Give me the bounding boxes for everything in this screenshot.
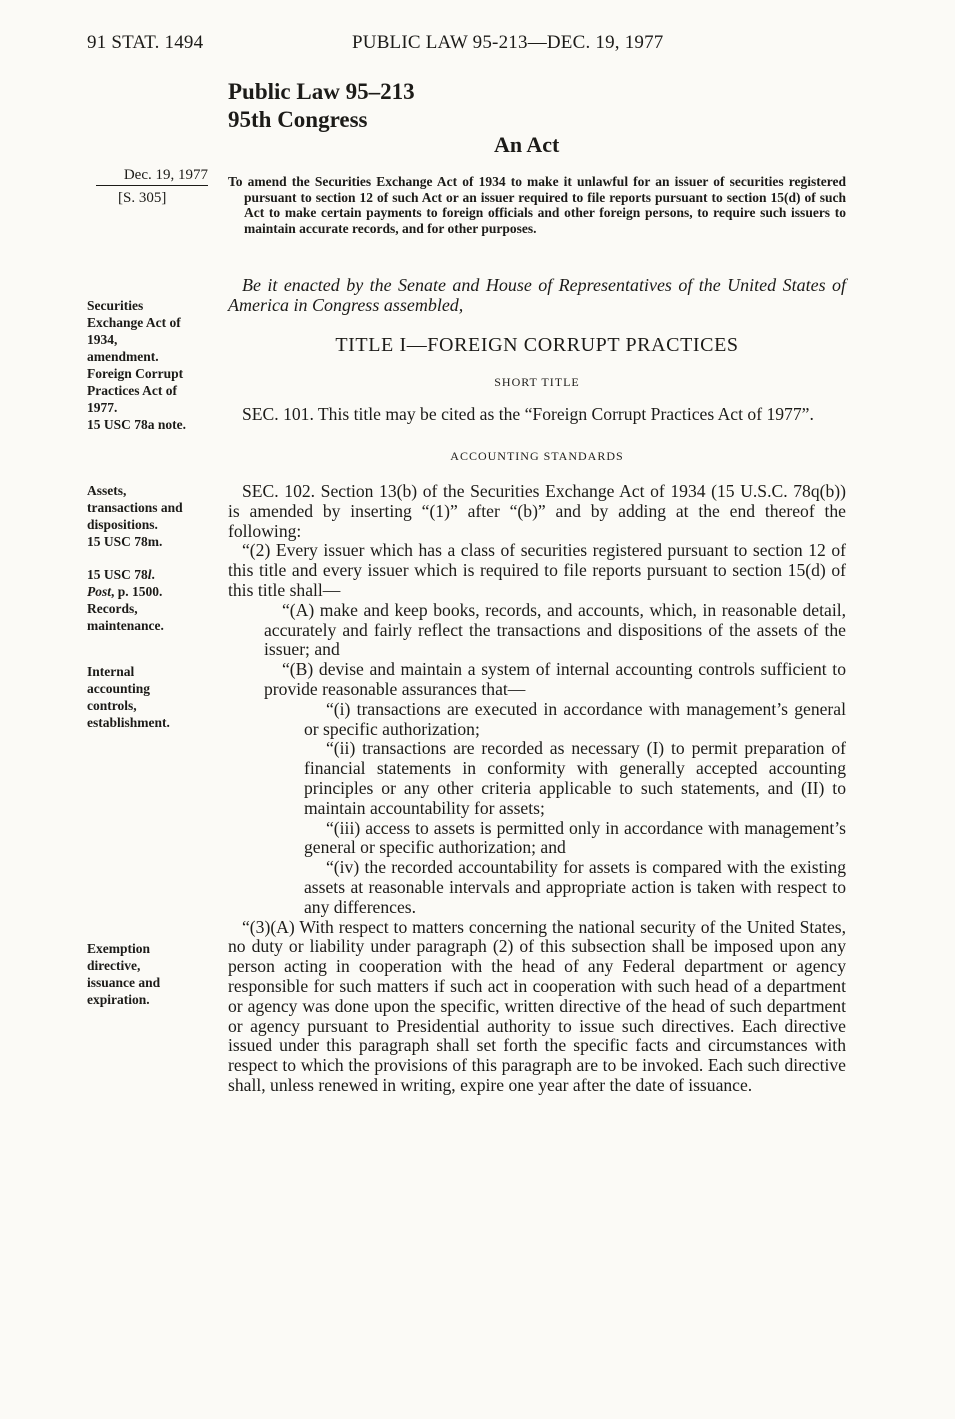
margin-note-line: Exemption xyxy=(87,941,151,956)
margin-note-line: transactions and xyxy=(87,500,183,515)
margin-note-line: 1934, xyxy=(87,332,118,347)
margin-note-line: accounting xyxy=(87,681,151,696)
clause-ii: “(ii) transactions are recorded as necessary (I) to permit preparation of financial statements in conformity with generally accepted accounting principles or any other criteria applicable to such statements, and (II) to maintain accountability for assets; xyxy=(304,738,846,818)
public-law-number: Public Law 95–213 xyxy=(228,79,415,104)
margin-note-post: Post, p. 1500. xyxy=(87,584,163,599)
margin-note-assets xyxy=(87,482,222,550)
subparagraph-b: “(B) devise and maintain a system of internal accounting controls sufficient to provide reasonable assurances that— xyxy=(264,659,846,699)
section-101 xyxy=(228,405,846,425)
margin-note-line: Assets, xyxy=(87,483,127,498)
clause-i: “(i) transactions are executed in accordance with management’s general or specific authorization; xyxy=(304,698,846,739)
margin-note-line: 1977. xyxy=(87,400,118,415)
paragraph-2: “(2) Every issuer which has a class of securities registered pursuant to section 12 of this title and every issuer which is required to file reports pursuant to section 15(d) of this title shall— xyxy=(228,540,846,600)
margin-note-cite: 15 USC 78l. xyxy=(87,567,155,582)
margin-bill-number: [S. 305] xyxy=(118,190,167,206)
section-102-text: SEC. 102. Section 13(b) of the Securities Exchange Act of 1934 (15 U.S.C. 78q(b)) is amended by inserting “(1)” after “(b)” and by adding at the end thereof the following: xyxy=(228,481,846,541)
section-102 xyxy=(228,482,846,1096)
enacting-text: Be it enacted by the Senate and House of Representatives of the United States of America in Congress assembled, xyxy=(228,275,846,315)
section-101-text: SEC. 101. This title may be cited as the “Foreign Corrupt Practices Act of 1977”. xyxy=(242,404,814,424)
accounting-standards-heading: ACCOUNTING STANDARDS xyxy=(450,449,624,463)
margin-note-line: Securities xyxy=(87,298,144,313)
margin-note-line: 15 USC 78m. xyxy=(87,534,163,549)
act-purpose xyxy=(228,174,846,236)
margin-note-line: amendment. xyxy=(87,349,159,364)
margin-note-amendment xyxy=(87,297,222,433)
subparagraph-a: “(A) make and keep books, records, and accounts, which, in reasonable detail, accurately and fairly reflect the transactions and dispositions of the assets of the issuer; and xyxy=(264,599,846,660)
margin-note-exemption xyxy=(87,940,222,1008)
margin-note-line: Foreign Corrupt xyxy=(87,366,184,381)
margin-note-line: expiration. xyxy=(87,992,150,1007)
running-head: PUBLIC LAW 95-213—DEC. 19, 1977 xyxy=(352,32,664,53)
margin-note-internal-controls xyxy=(87,663,222,731)
margin-note-line: issuance and xyxy=(87,975,161,990)
short-title-heading: SHORT TITLE xyxy=(494,375,580,389)
margin-note-line: establishment. xyxy=(87,715,170,730)
margin-note-line: Records, xyxy=(87,601,138,616)
margin-note-line: controls, xyxy=(87,698,137,713)
margin-note-line: dispositions. xyxy=(87,517,158,532)
page-number-header: 91 STAT. 1494 xyxy=(87,32,204,53)
clause-iv: “(iv) the recorded accountability for assets is compared with the existing assets at reasonable intervals and appropriate action is taken with respect to any differences. xyxy=(304,857,846,917)
act-heading: An Act xyxy=(494,132,560,157)
clause-iii: “(iii) access to assets is permitted only in accordance with management’s general or specific authorization; and xyxy=(304,817,846,858)
margin-note-line: Exchange Act of xyxy=(87,315,181,330)
margin-note-records xyxy=(87,566,222,634)
margin-note-line: Internal xyxy=(87,664,135,679)
margin-note-line: maintenance. xyxy=(87,618,164,633)
paragraph-3a: “(3)(A) With respect to matters concerning the national security of the United States, no duty or liability under paragraph (2) of this subsection shall be imposed upon any person acting in cooperation with the head of any Federal department or agency responsible for such matters if such act in cooperation with such head of a department or agency was done upon the specific, written directive of the head of such department or agency pursuant to Presidential authority to issue such directives. Each directive issued under this paragraph shall set forth the specific facts and circumstances with respect to which the provisions of this paragraph are to be invoked. Each such directive shall, unless renewed in writing, expire one year after the date of issuance. xyxy=(228,916,846,1095)
margin-date: Dec. 19, 1977 xyxy=(123,167,208,183)
enacting-clause xyxy=(228,275,846,315)
title-heading: TITLE I—FOREIGN CORRUPT PRACTICES xyxy=(335,334,739,356)
purpose-text: To amend the Securities Exchange Act of 1934 to make it unlawful for an issuer of securities registered pursuant to section 12 of such Act or an issuer required to file reports pursuant to section 15(d) of such Act to make certain payments to foreign officials and other foreign persons, to require such issuers to maintain accurate records, and for other purposes. xyxy=(228,174,846,236)
margin-note-line: Practices Act of xyxy=(87,383,177,398)
margin-note-line: directive, xyxy=(87,958,141,973)
margin-note-line: 15 USC 78a note. xyxy=(87,417,187,432)
congress-number: 95th Congress xyxy=(228,107,368,132)
margin-rule xyxy=(96,185,208,186)
